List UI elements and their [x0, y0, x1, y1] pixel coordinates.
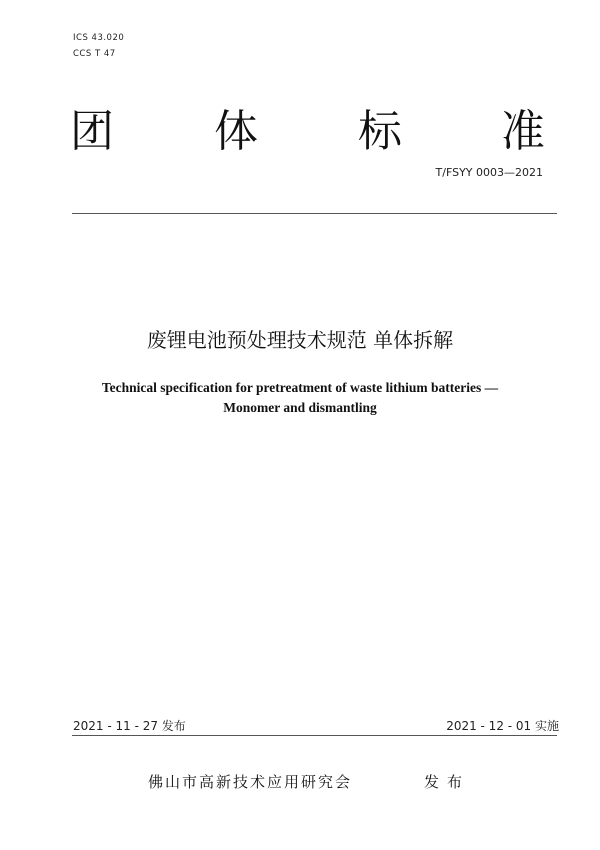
bottom-divider	[72, 735, 557, 736]
chinese-title: 废锂电池预处理技术规范 单体拆解	[146, 328, 454, 352]
publisher-name: 佛山市高新技术应用研究会	[148, 773, 353, 791]
ccs-code: CCS T 47	[73, 49, 116, 59]
document-type-heading	[70, 104, 550, 160]
english-title-line-2: Monomer and dismantling	[223, 400, 377, 415]
classification-codes	[73, 30, 124, 62]
doc-type-char-3: 标	[358, 106, 402, 157]
top-divider	[72, 213, 557, 214]
implementation-date: 2021 - 12 - 01 实施	[446, 719, 559, 733]
english-title	[0, 378, 600, 418]
doc-type-char-1: 团	[70, 106, 114, 157]
ics-code: ICS 43.020	[73, 33, 125, 43]
english-title-line-1: Technical specification for pretreatment of waste lithium batteries —	[101, 380, 499, 395]
standard-number: T/FSYY 0003—2021	[435, 166, 543, 179]
doc-type-char-2: 体	[214, 106, 258, 157]
doc-type-char-4: 准	[501, 106, 545, 157]
issue-date: 2021 - 11 - 27 发布	[73, 719, 186, 733]
publish-label: 发布	[424, 773, 471, 791]
